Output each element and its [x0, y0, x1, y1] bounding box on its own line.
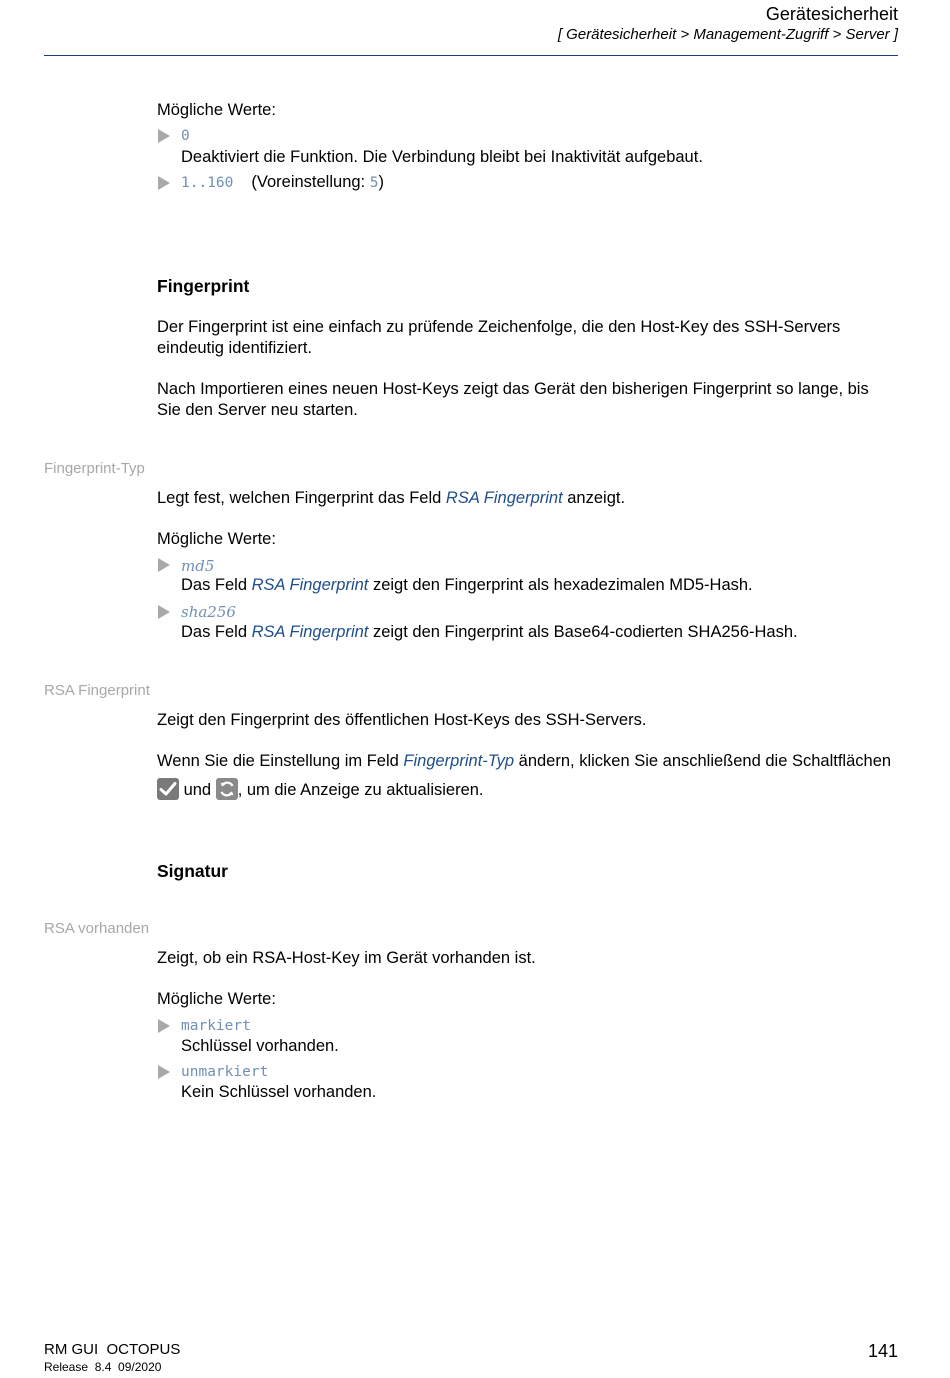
fingerprint-para1-line2: eindeutig identifiziert.	[157, 339, 313, 357]
signatur-heading: Signatur	[157, 861, 228, 881]
default-value: 5	[369, 175, 379, 191]
value-0-description: Deaktiviert die Funktion. Die Verbindung bleibt bei Inaktivität aufgebaut.	[181, 148, 703, 166]
rsa-fingerprint-side-label: RSA Fingerprint	[44, 682, 150, 699]
rsa-fingerprint-change-line: Wenn Sie die Einstellung im Feld Fingerprint-Typ ändern, klicken Sie anschließend die Schaltflächen	[157, 752, 892, 770]
fingerprint-para1-line1: Der Fingerprint ist eine einfach zu prüfende Zeichenfolge, die den Host-Key des SSH-Servers	[157, 318, 841, 336]
value-range-row	[181, 173, 384, 192]
footer-release: Release 8.4 09/2020	[44, 1360, 162, 1374]
page-header-title: Gerätesicherheit	[765, 4, 898, 24]
rsa-fingerprint-link: RSA Fingerprint	[251, 623, 369, 641]
bullet-triangle-icon	[158, 1065, 170, 1079]
fingerprint-typ-description: Legt fest, welchen Fingerprint das Feld RSA Fingerprint anzeigt.	[157, 489, 626, 507]
apply-check-icon	[157, 778, 179, 800]
rsa-fingerprint-buttons-line: und , um die Anzeige zu aktualisieren.	[157, 778, 484, 800]
rsa-fingerprint-link: RSA Fingerprint	[251, 576, 369, 594]
bullet-triangle-icon	[158, 129, 170, 143]
fingerprint-heading: Fingerprint	[157, 276, 250, 296]
fingerprint-typ-side-label: Fingerprint-Typ	[44, 460, 145, 477]
rsa-vorhanden-side-label: RSA vorhanden	[44, 920, 150, 937]
refresh-icon	[216, 778, 238, 800]
bullet-triangle-icon	[158, 605, 170, 619]
possible-values-label: Mögliche Werte:	[157, 101, 276, 119]
fingerprint-typ-link: Fingerprint-Typ	[403, 752, 515, 770]
md5-description: Das Feld RSA Fingerprint zeigt den Fingerprint als hexadezimalen MD5-Hash.	[181, 576, 753, 594]
default-suffix: )	[378, 173, 384, 191]
rsa-vorhanden-description: Zeigt, ob ein RSA-Host-Key im Gerät vorhanden ist.	[157, 949, 536, 967]
bullet-triangle-icon	[158, 176, 170, 190]
bullet-triangle-icon	[158, 558, 170, 572]
markiert-description: Schlüssel vorhanden.	[181, 1037, 339, 1055]
fingerprint-para2-line1: Nach Importieren eines neuen Host-Keys zeigt das Gerät den bisherigen Fingerprint so lange, bis	[157, 380, 869, 398]
value-0: 0	[181, 128, 190, 144]
page-header-breadcrumb: [ Gerätesicherheit > Management-Zugriff > Server ]	[557, 26, 898, 43]
footer-product: RM GUI OCTOPUS	[44, 1341, 181, 1358]
value-sha256: sha256	[181, 603, 236, 621]
value-range: 1..160	[181, 175, 234, 191]
rsa-fingerprint-link: RSA Fingerprint	[445, 489, 563, 507]
value-md5: md5	[181, 557, 215, 575]
value-markiert: markiert	[181, 1018, 251, 1034]
unmarkiert-description: Kein Schlüssel vorhanden.	[181, 1083, 377, 1101]
possible-values-label: Mögliche Werte:	[157, 990, 276, 1008]
rsa-fingerprint-description: Zeigt den Fingerprint des öffentlichen Host-Keys des SSH-Servers.	[157, 711, 647, 729]
value-unmarkiert: unmarkiert	[181, 1064, 269, 1080]
default-prefix: (Voreinstellung:	[251, 173, 370, 191]
fingerprint-para2-line2: Sie den Server neu starten.	[157, 401, 358, 419]
bullet-triangle-icon	[158, 1019, 170, 1033]
page-number: 141	[867, 1341, 898, 1361]
possible-values-label: Mögliche Werte:	[157, 530, 276, 548]
sha256-description: Das Feld RSA Fingerprint zeigt den Fingerprint als Base64-codierten SHA256-Hash.	[181, 623, 798, 641]
header-rule	[44, 55, 898, 56]
